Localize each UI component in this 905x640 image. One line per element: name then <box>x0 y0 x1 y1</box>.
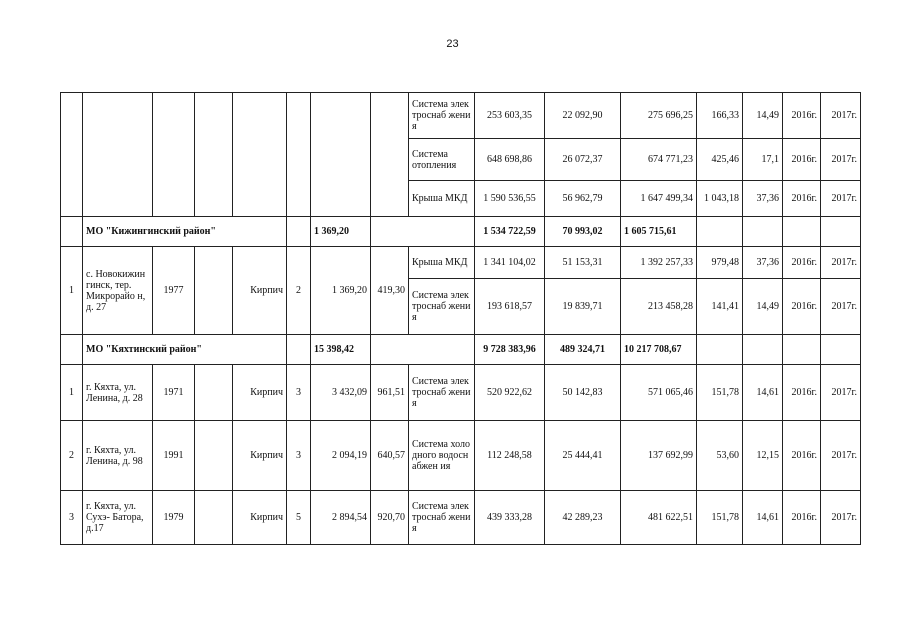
build-year: 1991 <box>153 421 195 491</box>
cost-sum: 213 458,28 <box>621 279 697 335</box>
build-year: 1979 <box>153 491 195 545</box>
cost-b: 25 444,41 <box>545 421 621 491</box>
percent: 12,15 <box>743 421 783 491</box>
district-name: МО "Кижингинский район" <box>83 217 287 247</box>
cell-empty <box>311 93 371 217</box>
cost-total: 520 922,62 <box>475 365 545 421</box>
page-number: 23 <box>446 38 459 50</box>
floors: 3 <box>287 421 311 491</box>
cell-empty <box>195 247 233 335</box>
district-cost-sum: 1 605 715,61 <box>621 217 697 247</box>
year-start: 2016г. <box>783 491 821 545</box>
percent: 14,49 <box>743 279 783 335</box>
cost-b: 42 289,23 <box>545 491 621 545</box>
table-row <box>61 365 861 421</box>
cell-empty <box>287 217 311 247</box>
build-year: 1971 <box>153 365 195 421</box>
work-type: Система электроснаб жения <box>409 365 475 421</box>
cost-sum: 481 622,51 <box>621 491 697 545</box>
cell-empty <box>61 335 83 365</box>
table-row <box>61 93 861 139</box>
floors: 2 <box>287 247 311 335</box>
cost-total: 1 590 536,55 <box>475 181 545 217</box>
cost-total: 112 248,58 <box>475 421 545 491</box>
cost-per-m2: 166,33 <box>697 93 743 139</box>
address: г. Кяхта, ул. Ленина, д. 28 <box>83 365 153 421</box>
year-start: 2016г. <box>783 247 821 279</box>
work-type: Система электроснаб жения <box>409 491 475 545</box>
cell-empty <box>195 491 233 545</box>
cell-empty <box>697 335 743 365</box>
row-number: 1 <box>61 247 83 335</box>
cell-empty <box>83 93 153 217</box>
year-start: 2016г. <box>783 421 821 491</box>
cost-total: 253 603,35 <box>475 93 545 139</box>
cost-per-m2: 979,48 <box>697 247 743 279</box>
work-type: Система электроснаб жения <box>409 279 475 335</box>
table-row <box>61 421 861 491</box>
cost-b: 26 072,37 <box>545 139 621 181</box>
cell-empty <box>195 421 233 491</box>
cost-per-m2: 1 043,18 <box>697 181 743 217</box>
address: с. Новокижин гинск, тер. Микрорайо н, д. 27 <box>83 247 153 335</box>
cost-per-m2: 425,46 <box>697 139 743 181</box>
floors: 5 <box>287 491 311 545</box>
house-area: 2 094,19 <box>311 421 371 491</box>
district-cost-sum: 10 217 708,67 <box>621 335 697 365</box>
cost-total: 439 333,28 <box>475 491 545 545</box>
residential-area: 961,51 <box>371 365 409 421</box>
cost-b: 56 962,79 <box>545 181 621 217</box>
percent: 14,49 <box>743 93 783 139</box>
district-area: 1 369,20 <box>311 217 371 247</box>
residential-area: 920,70 <box>371 491 409 545</box>
cost-per-m2: 53,60 <box>697 421 743 491</box>
year-end: 2017г. <box>821 93 861 139</box>
year-start: 2016г. <box>783 181 821 217</box>
cost-per-m2: 141,41 <box>697 279 743 335</box>
percent: 14,61 <box>743 491 783 545</box>
house-area: 3 432,09 <box>311 365 371 421</box>
wall-material: Кирпич <box>233 491 287 545</box>
cell-empty <box>233 93 287 217</box>
address: г. Кяхта, ул. Сухэ- Батора, д.17 <box>83 491 153 545</box>
cost-total: 648 698,86 <box>475 139 545 181</box>
table-row <box>61 247 861 279</box>
cell-empty <box>783 217 821 247</box>
cell-empty <box>743 217 783 247</box>
district-name: МО "Кяхтинский район" <box>83 335 287 365</box>
row-number: 2 <box>61 421 83 491</box>
percent: 37,36 <box>743 181 783 217</box>
year-end: 2017г. <box>821 365 861 421</box>
wall-material: Кирпич <box>233 247 287 335</box>
cell-empty <box>821 217 861 247</box>
residential-area: 640,57 <box>371 421 409 491</box>
percent: 37,36 <box>743 247 783 279</box>
year-end: 2017г. <box>821 181 861 217</box>
cost-b: 22 092,90 <box>545 93 621 139</box>
wall-material: Кирпич <box>233 421 287 491</box>
address: г. Кяхта, ул. Ленина, д. 98 <box>83 421 153 491</box>
cost-sum: 674 771,23 <box>621 139 697 181</box>
cost-b: 19 839,71 <box>545 279 621 335</box>
cell-empty <box>61 93 83 217</box>
cell-empty <box>697 217 743 247</box>
cell-empty <box>743 335 783 365</box>
district-area: 15 398,42 <box>311 335 371 365</box>
year-end: 2017г. <box>821 139 861 181</box>
cell-empty <box>371 217 475 247</box>
cell-empty <box>371 335 475 365</box>
cost-sum: 1 647 499,34 <box>621 181 697 217</box>
wall-material: Кирпич <box>233 365 287 421</box>
house-area: 1 369,20 <box>311 247 371 335</box>
cell-empty <box>783 335 821 365</box>
work-type: Крыша МКД <box>409 181 475 217</box>
cost-sum: 275 696,25 <box>621 93 697 139</box>
row-number: 3 <box>61 491 83 545</box>
floors: 3 <box>287 365 311 421</box>
cost-sum: 137 692,99 <box>621 421 697 491</box>
cost-total: 193 618,57 <box>475 279 545 335</box>
cost-sum: 571 065,46 <box>621 365 697 421</box>
percent: 14,61 <box>743 365 783 421</box>
repair-program-table <box>60 92 861 545</box>
cost-b: 50 142,83 <box>545 365 621 421</box>
district-cost-b: 70 993,02 <box>545 217 621 247</box>
work-type: Система отопления <box>409 139 475 181</box>
year-start: 2016г. <box>783 139 821 181</box>
work-type: Крыша МКД <box>409 247 475 279</box>
year-end: 2017г. <box>821 421 861 491</box>
cost-sum: 1 392 257,33 <box>621 247 697 279</box>
cell-empty <box>287 93 311 217</box>
year-start: 2016г. <box>783 93 821 139</box>
row-number: 1 <box>61 365 83 421</box>
cost-per-m2: 151,78 <box>697 491 743 545</box>
residential-area: 419,30 <box>371 247 409 335</box>
year-end: 2017г. <box>821 279 861 335</box>
cell-empty <box>821 335 861 365</box>
district-cost-b: 489 324,71 <box>545 335 621 365</box>
cost-b: 51 153,31 <box>545 247 621 279</box>
cell-empty <box>195 93 233 217</box>
cost-total: 1 341 104,02 <box>475 247 545 279</box>
cell-empty <box>371 93 409 217</box>
year-end: 2017г. <box>821 247 861 279</box>
district-subtotal-row <box>61 217 861 247</box>
house-area: 2 894,54 <box>311 491 371 545</box>
year-end: 2017г. <box>821 491 861 545</box>
percent: 17,1 <box>743 139 783 181</box>
build-year: 1977 <box>153 247 195 335</box>
cell-empty <box>287 335 311 365</box>
cell-empty <box>61 217 83 247</box>
year-start: 2016г. <box>783 365 821 421</box>
district-subtotal-row <box>61 335 861 365</box>
cost-per-m2: 151,78 <box>697 365 743 421</box>
district-cost-total: 9 728 383,96 <box>475 335 545 365</box>
work-type: Система электроснаб жения <box>409 93 475 139</box>
work-type: Система холодного водоснабжен ия <box>409 421 475 491</box>
cell-empty <box>153 93 195 217</box>
table-row <box>61 491 861 545</box>
district-cost-total: 1 534 722,59 <box>475 217 545 247</box>
cell-empty <box>195 365 233 421</box>
year-start: 2016г. <box>783 279 821 335</box>
